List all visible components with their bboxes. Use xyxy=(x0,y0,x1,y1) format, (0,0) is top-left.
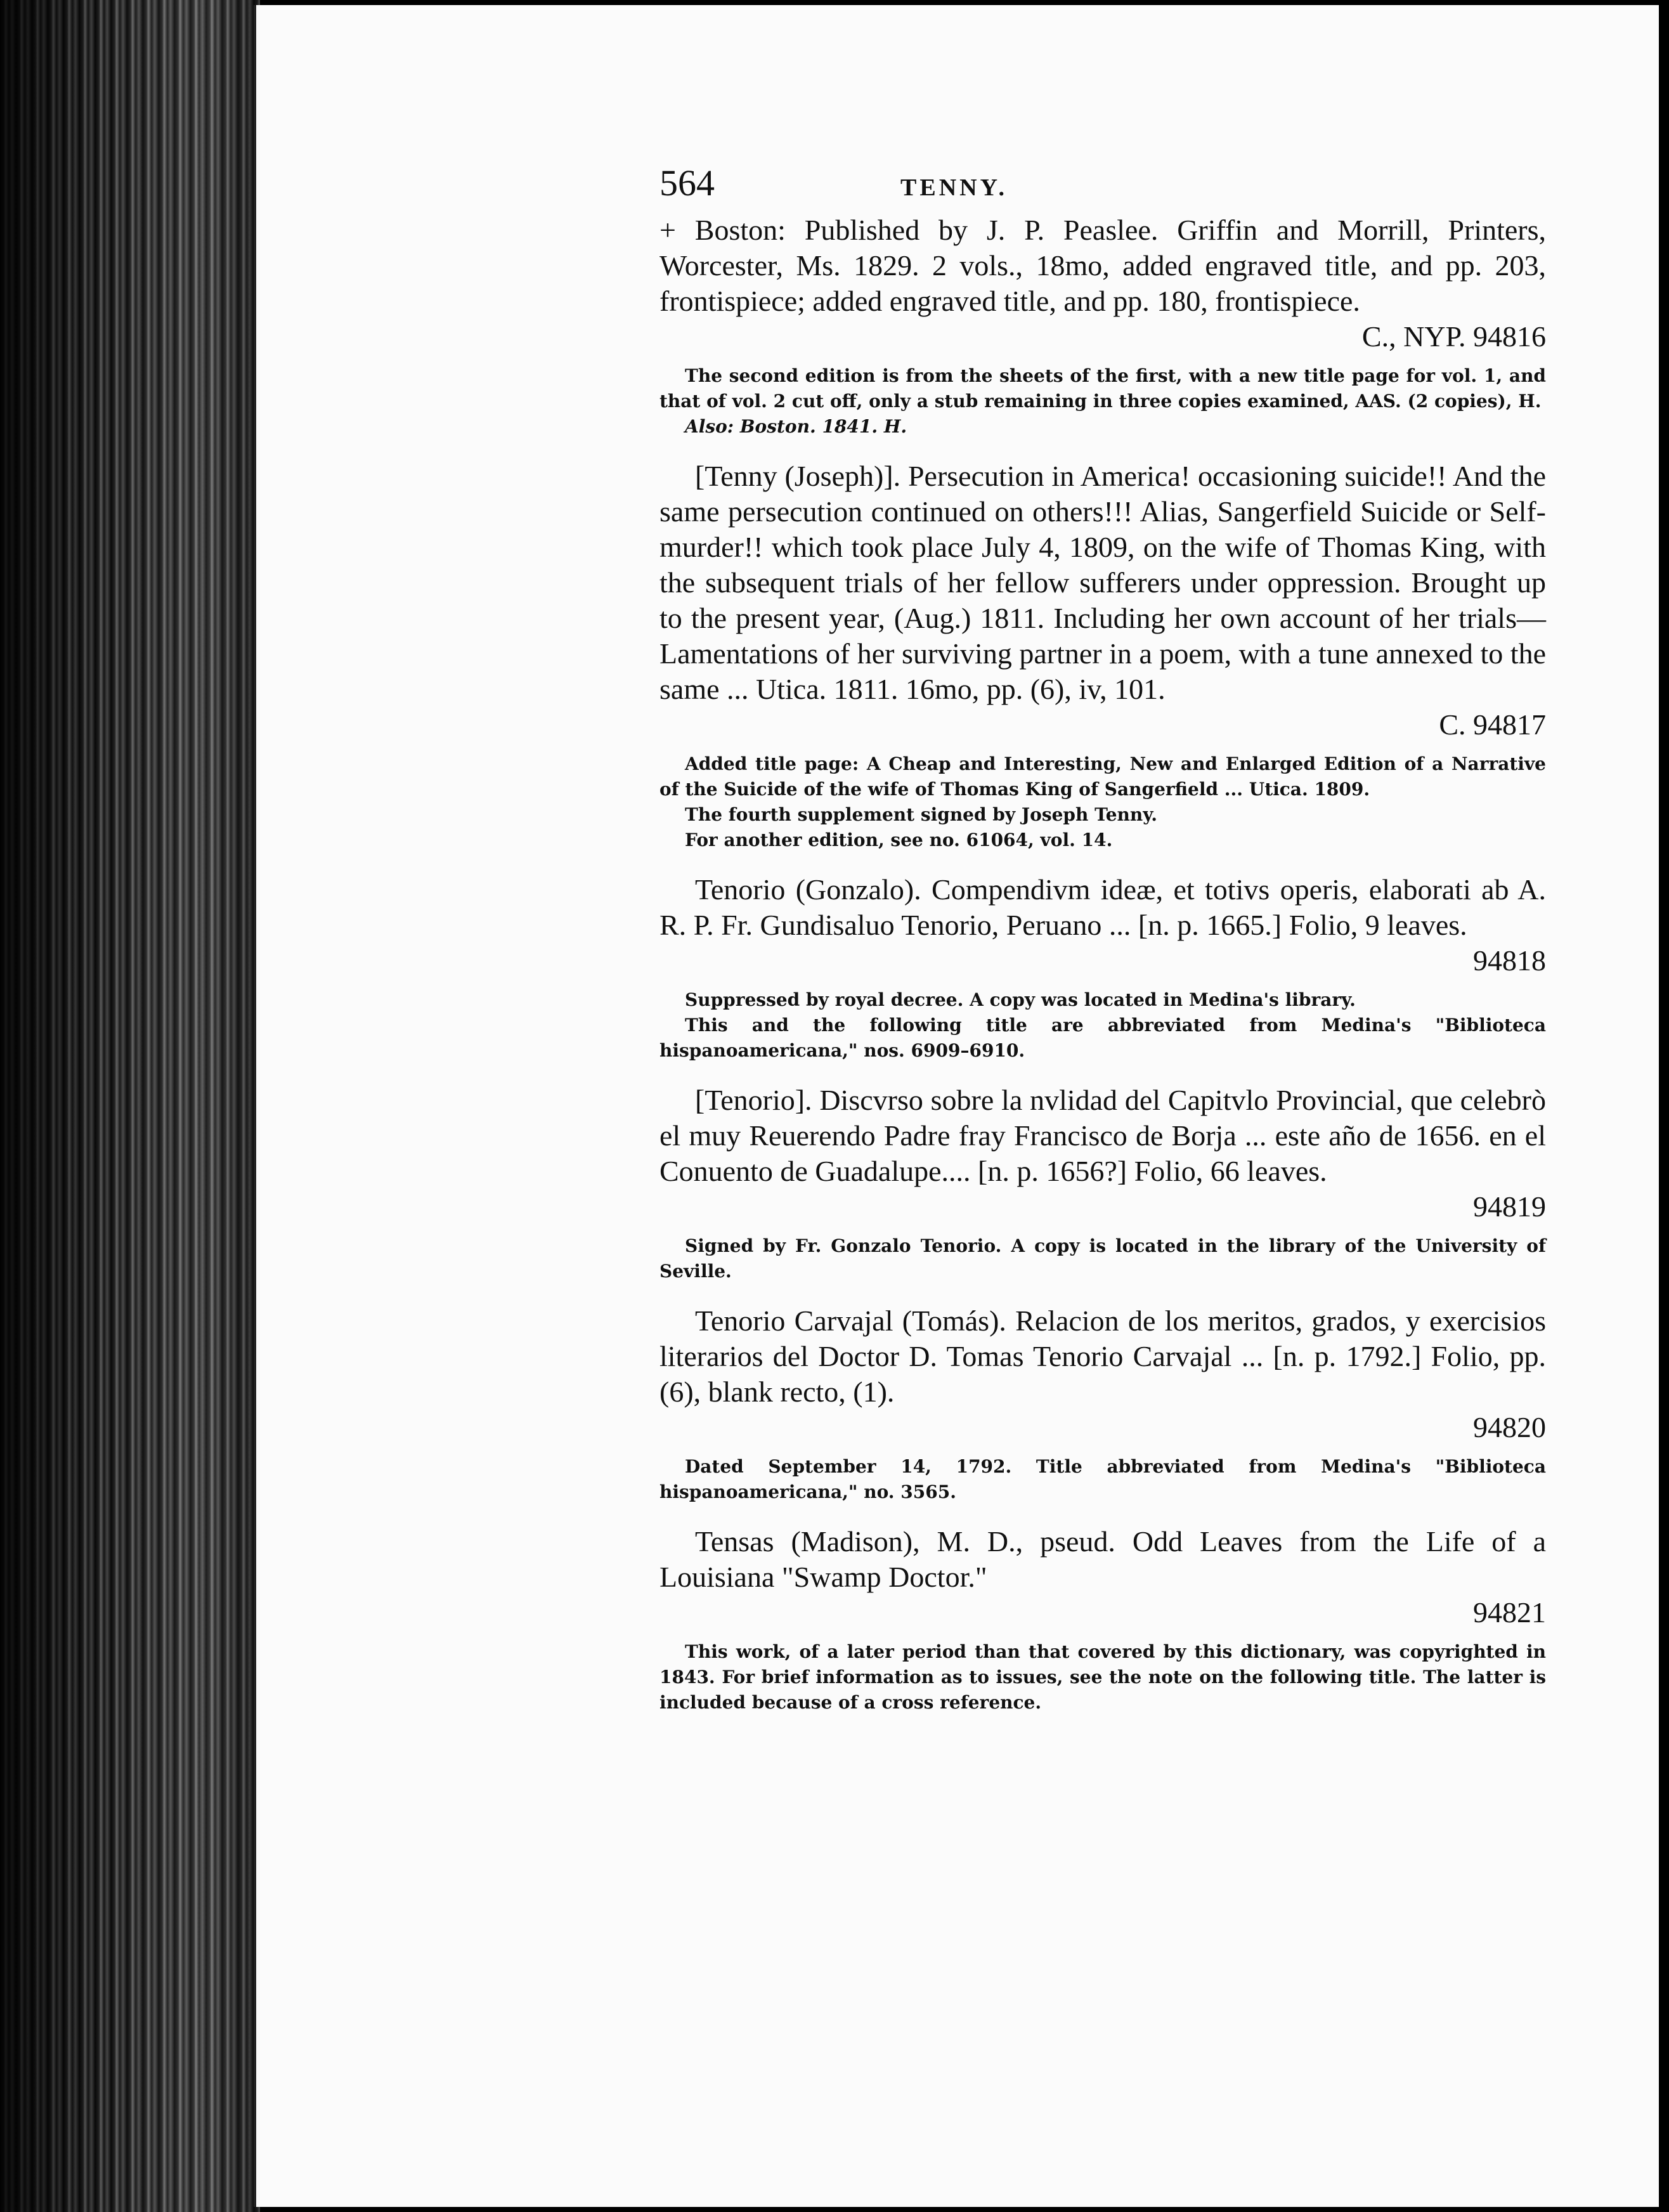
running-head xyxy=(659,162,1546,212)
entry-94816-ref: C., NYP. 94816 xyxy=(1361,320,1546,353)
running-head-title: TENNY. xyxy=(900,174,1008,201)
entry-94819-note: Signed by Fr. Gonzalo Tenorio. A copy is located in the library of the University of Seville. xyxy=(659,1235,1546,1282)
entry-94819-text: [Tenorio]. Discvrso sobre la nvlidad del Capitvlo Provincial, que celebrò el muy Reuerendo Padre fray Francisco de Borja ... este año de 1656. en el Conuento de Guadalupe.... [n. p. 1656?] Folio, 66 leaves. xyxy=(659,1084,1546,1187)
entry-94816-note: Also: Boston. 1841. H. xyxy=(685,416,907,437)
entry-94816-text: + Boston: Published by J. P. Peaslee. Griffin and Morrill, Printers, Worcester, Ms. 1829. 2 vols., 18mo, added engraved title, and pp. 203, frontispiece; added engraved title, and pp. 180, frontispiece. xyxy=(659,214,1546,317)
entry-94817-ref: C. 94817 xyxy=(1439,708,1546,741)
entry-94821-ref: 94821 xyxy=(1473,1596,1546,1629)
entry-94821-note: This work, of a later period than that covered by this dictionary, was copyrighted in 1843. For brief information as to issues, see the note on the following title. The latter is included because of a cross reference. xyxy=(659,1641,1546,1713)
entry-94817-note: The fourth supplement signed by Joseph Tenny. xyxy=(685,804,1158,825)
entry-94820-note: Dated September 14, 1792. Title abbreviated from Medina's "Biblioteca hispanoamericana," no. 3565. xyxy=(659,1456,1546,1502)
entry-94816-note: The second edition is from the sheets of the first, with a new title page for vol. 1, and that of vol. 2 cut off, only a stub remaining in three copies examined, AAS. (2 copies), H. xyxy=(659,365,1546,412)
entry-94818-text: Tenorio (Gonzalo). Compendivm ideæ, et totivs operis, elaborati ab A. R. P. Fr. Gundisaluo Tenorio, Peruano ... [n. p. 1665.] Folio, 9 leaves. xyxy=(659,873,1546,941)
entry-94818-note: Suppressed by royal decree. A copy was located in Medina's library. xyxy=(685,989,1356,1010)
entry-94820-text: Tenorio Carvajal (Tomás). Relacion de los meritos, grados, y exercisios literarios del Doctor D. Tomas Tenorio Carvajal ... [n. p. 1792.] Folio, pp. (6), blank recto, (1). xyxy=(659,1304,1546,1408)
entry-94818-note: This and the following title are abbreviated from Medina's "Biblioteca hispanoamericana," nos. 6909–6910. xyxy=(659,1015,1546,1061)
entry-94818-ref: 94818 xyxy=(1473,944,1546,977)
entry-94817-note: For another edition, see no. 61064, vol. 14. xyxy=(685,829,1113,850)
page-content xyxy=(659,162,1546,1715)
page-number: 564 xyxy=(659,162,715,204)
entry-94817-text: [Tenny (Joseph)]. Persecution in America! occasioning suicide!! And the same persecution continued on others!!! Alias, Sangerfield Suicide or Self-murder!! which took place July 4, 1809, on the wife of Thomas King, with the subsequent trials of her fellow sufferers under oppression. Brought up to the present year, (Aug.) 1811. Including her own account of her trials— Lamentations of her surviving partner in a poem, with a tune annexed to the same ... Utica. 1811. 16mo, pp. (6), iv, 101. xyxy=(659,460,1546,705)
spine-shadow xyxy=(0,0,260,2212)
entry-94817-note: Added title page: A Cheap and Interesting, New and Enlarged Edition of a Narrative of the Suicide of the wife of Thomas King of Sangerfield ... Utica. 1809. xyxy=(659,753,1546,800)
entry-94820-ref: 94820 xyxy=(1473,1411,1546,1443)
entry-94819-ref: 94819 xyxy=(1473,1190,1546,1223)
entry-94821-text: Tensas (Madison), M. D., pseud. Odd Leaves from the Life of a Louisiana "Swamp Doctor." xyxy=(659,1525,1546,1593)
